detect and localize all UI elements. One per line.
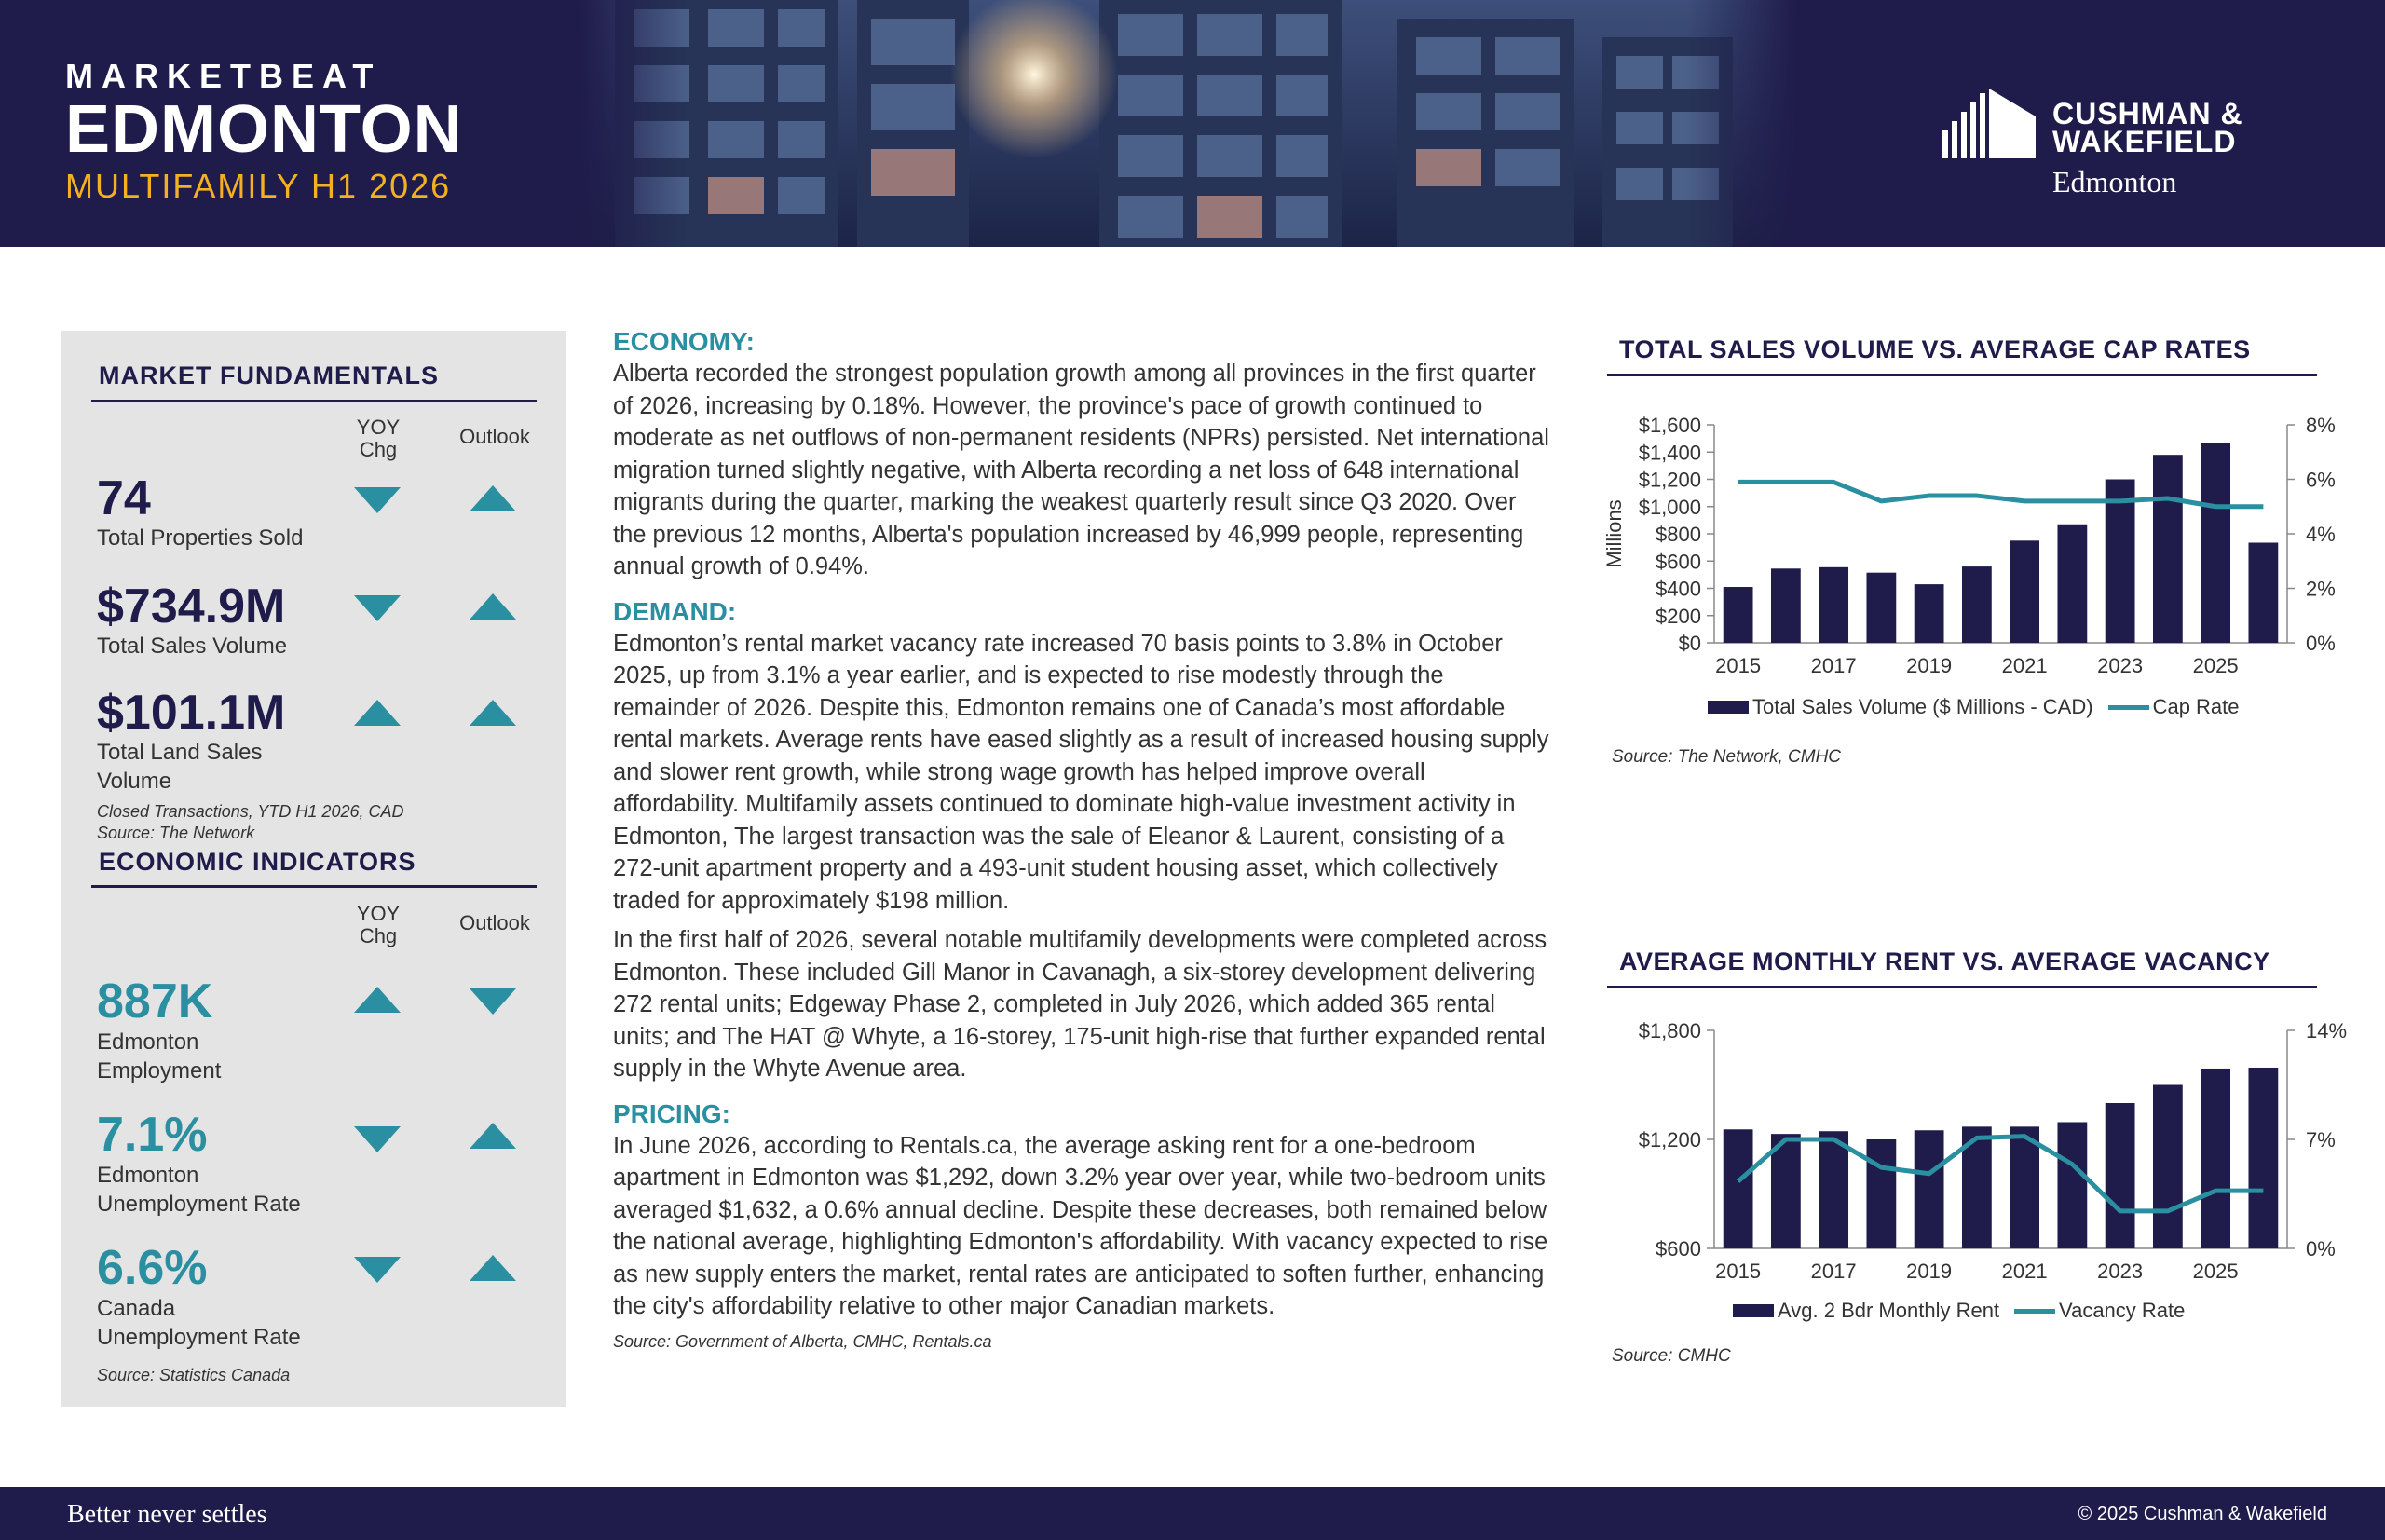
x-tick-label: 2019 <box>1906 1260 1953 1283</box>
y2-tick-label: 0% <box>2306 1237 2336 1261</box>
bar <box>1724 587 1753 643</box>
bar <box>1866 573 1896 643</box>
yoy-down-arrow-icon <box>354 1126 401 1152</box>
kpi-value: $101.1M <box>97 686 286 740</box>
y-tick-label: $0 <box>1678 632 1701 655</box>
cap-rate-line <box>1738 1137 2264 1211</box>
bar <box>2248 543 2278 643</box>
bar <box>1866 1139 1896 1248</box>
x-tick-label: 2017 <box>1810 654 1857 677</box>
kpi-label: Total Land Sales Volume <box>97 740 263 794</box>
outlook-down-arrow-icon <box>470 988 516 1015</box>
legend-series-label: Vacancy Rate <box>2059 1299 2186 1322</box>
cw-wordmark: CUSHMAN & WAKEFIELD <box>2052 97 2243 158</box>
economy-heading: ECONOMY: <box>613 327 755 356</box>
y-axis-title: Millions <box>1602 499 1626 568</box>
x-tick-label: 2021 <box>2001 1260 2048 1283</box>
outlook-up-arrow-icon <box>470 1255 516 1281</box>
bar <box>2201 443 2230 643</box>
kpi-value: 74 <box>97 471 151 525</box>
footer-tagline: Better never settles <box>67 1500 267 1529</box>
footer-copyright: © 2025 Cushman & Wakefield <box>2078 1504 2327 1524</box>
indicator-label: Edmonton Unemployment Rate <box>97 1163 301 1217</box>
y-tick-label: $600 <box>1656 550 1701 574</box>
report-eyebrow: MARKETBEAT <box>65 57 382 95</box>
yoy-down-arrow-icon <box>354 487 401 513</box>
legend-series-label: Total Sales Volume ($ Millions - CAD) <box>1752 695 2093 718</box>
market-commentary <box>613 326 1554 1352</box>
legend-line-swatch <box>2014 1309 2055 1314</box>
bar <box>2106 480 2135 644</box>
outlook-up-arrow-icon <box>470 1123 516 1149</box>
y-tick-label: $200 <box>1656 604 1701 628</box>
y-tick-label: $1,200 <box>1638 468 1701 492</box>
indicators-source: Source: Statistics Canada <box>97 1366 291 1384</box>
legend-bar-swatch <box>1733 1304 1774 1317</box>
outlook-column-header: Outlook <box>459 425 530 448</box>
yoy-column-header: YOY Chg <box>356 416 401 461</box>
legend-series-label: Cap Rate <box>2152 695 2240 718</box>
report-title-block <box>65 58 463 205</box>
demand-paragraph: In the first half of 2026, several notable multifamily developments were completed across Edmonton. These included Gill Manor in Cavanagh, a six-storey development delivering 272 rental units; Edgeway Phase 2, completed in July 2026, which added 365 rental units; and The HAT @ Whyte, a 16-storey, 175-unit high-rise that further expanded rental supply in the Whyte Avenue area. <box>613 927 1547 1082</box>
report-footer <box>0 1487 2385 1540</box>
cap-rate-line <box>1738 482 2264 506</box>
kpi-label: Total Properties Sold <box>97 525 304 551</box>
chart-divider <box>1607 986 2317 988</box>
cushman-wakefield-logo <box>1942 89 2278 200</box>
indicator-label: Edmonton Employment <box>97 1029 222 1083</box>
yoy-column-header: YOY Chg <box>356 902 401 947</box>
x-tick-label: 2017 <box>1810 1260 1857 1283</box>
kpi-label: Total Sales Volume <box>97 634 288 659</box>
x-tick-label: 2019 <box>1906 654 1953 677</box>
bar <box>2201 1069 2230 1248</box>
economy-paragraph: Alberta recorded the strongest population growth among all provinces in the first quarter of 2026, increasing by 0.18%. However, the province's pace of growth continued to moderate as net outflows of non-permanent residents (NPRs) persisted. Net international migration turned slightly negative, with Alberta recording a net loss of 648 international migrants during the quarter, marking the weakest quarterly result since Q3 2020. Over the previous 12 months, Alberta's population increased by 46,999 people, representing annual growth of 0.94%. <box>613 361 1549 579</box>
y2-tick-label: 8% <box>2306 414 2336 437</box>
commentary-source: Source: Government of Alberta, CMHC, Rentals.ca <box>613 1331 992 1351</box>
x-tick-label: 2025 <box>2192 654 2239 677</box>
bar <box>2153 1085 2183 1249</box>
pricing-paragraph: In June 2026, according to Rentals.ca, the average asking rent for a one-bedroom apartment in Edmonton was $1,292, down 3.2% year over year, while two-bedroom units averaged $1,632, a 0.6% annual decline. Despite these decreases, both remained below the national average, highlighting Edmonton's affordability. With vacancy expected to rise as new supply enters the market, rental rates are anticipated to soften further, enhancing the city's affordability relative to other major Canadian markets. <box>613 1132 1548 1319</box>
demand-paragraph: Edmonton’s rental market vacancy rate increased 70 basis points to 3.8% in October 2025, up from 3.1% a year earlier, and is expected to rise modestly through the remainder of 2026. Despite this, Edmonton remains one of Canada’s most affordable rental markets. Average rents have eased slightly as a result of increased housing supply and slower rent growth, while strong wage growth has helped improve overall affordability. Multifamily assets continued to dominate high-value investment activity in Edmonton, The largest transaction was the sale of Eleanor & Laurent, consisting of a 272-unit apartment property and a 493-unit student housing asset, which collectively traded for approximately $198 million. <box>613 630 1549 914</box>
y-tick-label: $1,200 <box>1638 1128 1701 1152</box>
chart-divider <box>1607 374 2317 376</box>
bar <box>2106 1103 2135 1248</box>
indicator-value: 6.6% <box>97 1241 208 1295</box>
y-tick-label: $400 <box>1656 577 1701 601</box>
kpi-value: $734.9M <box>97 579 286 634</box>
cw-logo-city: Edmonton <box>2052 165 2177 198</box>
x-tick-label: 2023 <box>2097 1260 2144 1283</box>
y-tick-label: $1,400 <box>1638 441 1701 465</box>
cw-building-bars-icon <box>1942 89 2036 158</box>
indicator-value: 887K <box>97 974 213 1029</box>
y2-tick-label: 2% <box>2306 577 2336 601</box>
report-city: EDMONTON <box>65 92 463 167</box>
fundamentals-note: Closed Transactions, YTD H1 2026, CAD Source: The Network <box>97 802 404 842</box>
bar <box>1915 584 1944 643</box>
chart-title: AVERAGE MONTHLY RENT VS. AVERAGE VACANCY <box>1619 947 2270 975</box>
chart-source: Source: CMHC <box>1612 1346 1731 1366</box>
x-tick-label: 2025 <box>2192 1260 2239 1283</box>
outlook-up-arrow-icon <box>470 700 516 726</box>
y-tick-label: $1,800 <box>1638 1019 1701 1043</box>
bar <box>1819 567 1848 643</box>
x-tick-label: 2015 <box>1715 1260 1762 1283</box>
market-fundamentals-heading: MARKET FUNDAMENTALS <box>99 361 439 389</box>
y-tick-label: $800 <box>1656 523 1701 546</box>
bar <box>2057 525 2087 643</box>
y2-tick-label: 4% <box>2306 523 2336 546</box>
indicator-label: Canada Unemployment Rate <box>97 1296 301 1350</box>
bar <box>1962 566 1992 643</box>
pricing-heading: PRICING: <box>613 1098 730 1128</box>
bar <box>2153 455 2183 643</box>
outlook-column-header: Outlook <box>459 911 530 934</box>
y2-tick-label: 14% <box>2306 1019 2348 1043</box>
fundamentals-sidebar <box>61 331 566 1407</box>
outlook-up-arrow-icon <box>470 593 516 620</box>
chart-source: Source: The Network, CMHC <box>1612 747 1842 767</box>
chart-title: TOTAL SALES VOLUME VS. AVERAGE CAP RATES <box>1619 335 2251 363</box>
demand-heading: DEMAND: <box>613 596 737 626</box>
yoy-down-arrow-icon <box>354 595 401 621</box>
hero-building-photo <box>578 0 1798 247</box>
bar <box>2010 540 2039 643</box>
yoy-down-arrow-icon <box>354 1257 401 1283</box>
bar <box>2248 1068 2278 1248</box>
bar <box>1819 1131 1848 1248</box>
economic-indicators-heading: ECONOMIC INDICATORS <box>99 848 416 876</box>
y2-tick-label: 0% <box>2306 632 2336 655</box>
yoy-up-arrow-icon <box>354 700 401 726</box>
legend-bar-swatch <box>1708 701 1749 714</box>
y-tick-label: $1,600 <box>1638 414 1701 437</box>
report-header <box>0 0 2385 247</box>
legend-line-swatch <box>2108 705 2149 710</box>
y2-tick-label: 6% <box>2306 468 2336 492</box>
bar <box>2057 1122 2087 1248</box>
outlook-up-arrow-icon <box>470 485 516 511</box>
report-subtitle: MULTIFAMILY H1 2026 <box>65 167 452 205</box>
y-tick-label: $600 <box>1656 1237 1701 1261</box>
section-divider <box>91 885 537 888</box>
indicator-value: 7.1% <box>97 1108 208 1162</box>
bar <box>1915 1130 1944 1248</box>
section-divider <box>91 400 537 402</box>
chart-legend <box>1733 1299 2185 1323</box>
y-tick-label: $1,000 <box>1638 495 1701 519</box>
bar <box>1771 568 1801 643</box>
yoy-up-arrow-icon <box>354 987 401 1013</box>
y2-tick-label: 7% <box>2306 1128 2336 1152</box>
x-tick-label: 2021 <box>2001 654 2048 677</box>
x-tick-label: 2023 <box>2097 654 2144 677</box>
chart-legend <box>1708 695 2240 719</box>
legend-series-label: Avg. 2 Bdr Monthly Rent <box>1778 1299 2000 1322</box>
x-tick-label: 2015 <box>1715 654 1762 677</box>
bar <box>1724 1129 1753 1248</box>
